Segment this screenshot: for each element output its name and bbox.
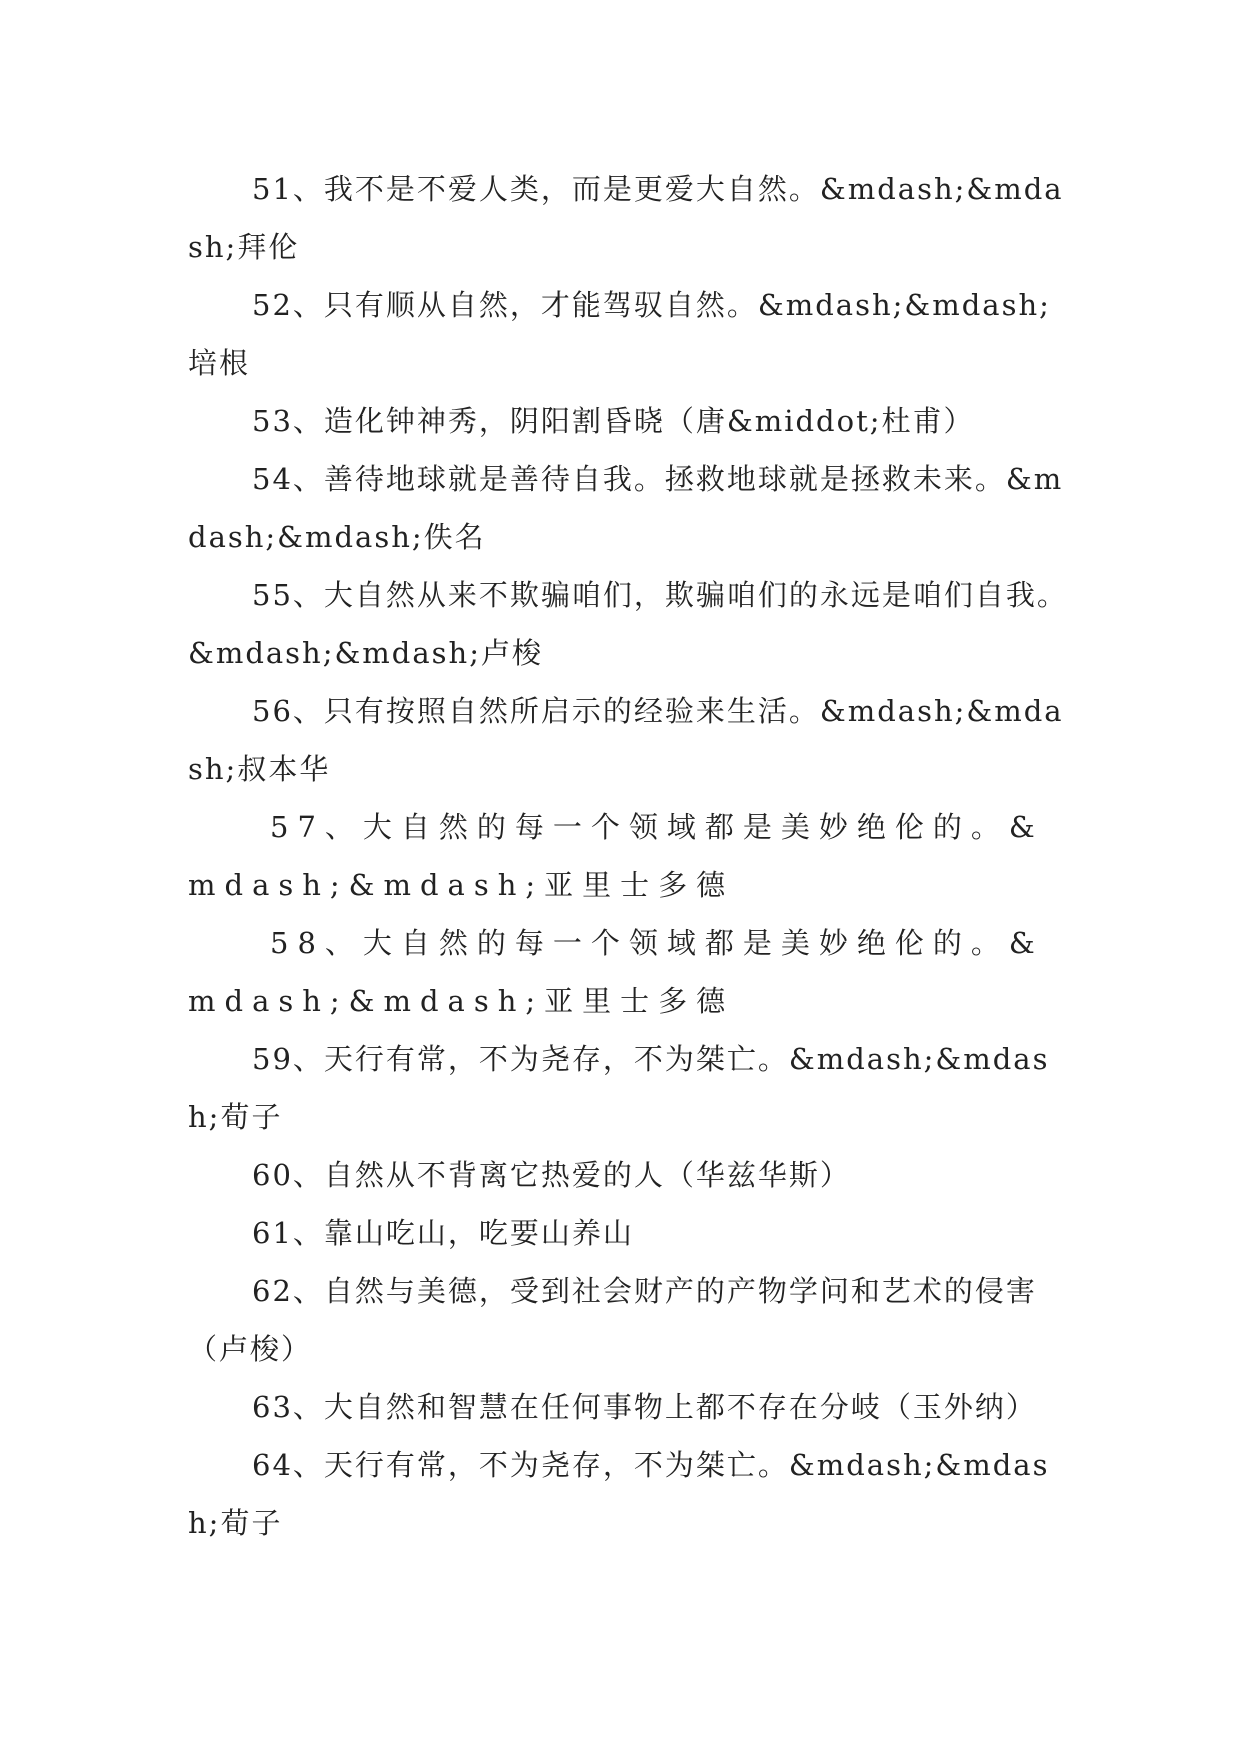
quote-paragraph-63: 63、大自然和智慧在任何事物上都不存在分岐（玉外纳） xyxy=(252,1390,1037,1424)
quote-paragraph-51: 51、我不是不爱人类，而是更爱大自然。&mdash;&mdash;拜伦 xyxy=(188,172,1064,264)
quote-paragraph-61: 61、靠山吃山，吃要山养山 xyxy=(252,1216,634,1250)
quote-paragraph-54: 54、善待地球就是善待自我。拯救地球就是拯救未来。&mdash;&mdash;佚名 xyxy=(188,462,1064,554)
quote-paragraph-58: 58、大自然的每一个领域都是美妙绝伦的。&mdash;&mdash;亚里士多德 xyxy=(188,926,1044,1018)
quote-paragraph-53: 53、造化钟神秀，阴阳割昏晓（唐&middot;杜甫） xyxy=(252,404,975,438)
quote-paragraph-57: 57、大自然的每一个领域都是美妙绝伦的。&mdash;&mdash;亚里士多德 xyxy=(188,810,1044,902)
quote-paragraph-62: 62、自然与美德，受到社会财产的产物学问和艺术的侵害（卢梭） xyxy=(188,1274,1037,1366)
document-body xyxy=(188,160,1068,1552)
quote-paragraph-64: 64、天行有常，不为尧存，不为桀亡。&mdash;&mdash;荀子 xyxy=(188,1448,1050,1540)
quote-paragraph-56: 56、只有按照自然所启示的经验来生活。&mdash;&mdash;叔本华 xyxy=(188,694,1064,786)
quote-paragraph-59: 59、天行有常，不为尧存，不为桀亡。&mdash;&mdash;荀子 xyxy=(188,1042,1050,1134)
quote-paragraph-52: 52、只有顺从自然，才能驾驭自然。&mdash;&mdash;培根 xyxy=(188,288,1051,380)
quote-paragraph-60: 60、自然从不背离它热爱的人（华兹华斯） xyxy=(252,1158,851,1192)
quote-paragraph-55: 55、大自然从来不欺骗咱们，欺骗咱们的永远是咱们自我。&mdash;&mdash;卢梭 xyxy=(188,578,1068,670)
